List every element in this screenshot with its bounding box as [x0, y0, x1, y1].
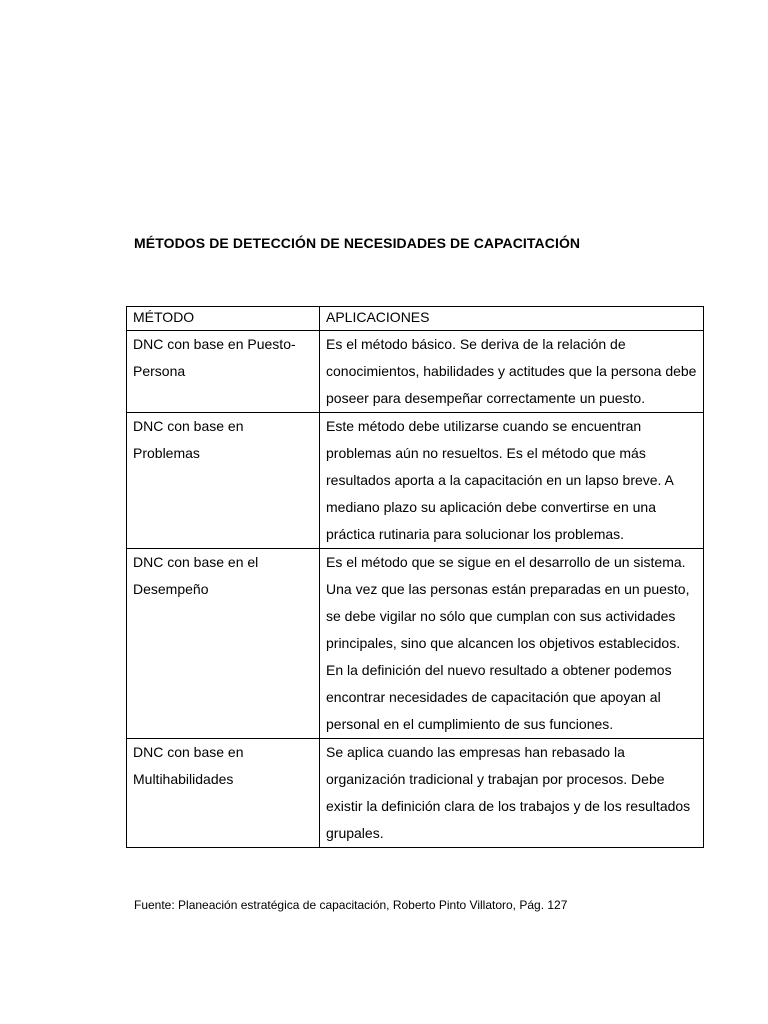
document-title: MÉTODOS DE DETECCIÓN DE NECESIDADES DE CAPACITACIÓN — [134, 235, 581, 251]
table-row — [127, 549, 704, 739]
application-cell: Es el método que se sigue en el desarrollo de un sistema. Una vez que las personas están preparadas en un puesto, se debe vigilar no sólo que cumplan con sus actividades principales, sino que alcancen los objetivos establecidos. En la definición del nuevo resultado a obtener podemos encontrar necesidades de capacitación que apoyan al personal en el cumplimiento de sus funciones. — [320, 549, 704, 739]
methods-table — [126, 306, 704, 848]
source-note: Fuente: Planeación estratégica de capacitación, Roberto Pinto Villatoro, Pág. 127 — [134, 898, 568, 912]
application-cell: Es el método básico. Se deriva de la relación de conocimientos, habilidades y actitudes que la persona debe poseer para desempeñar correctamente un puesto. — [320, 331, 704, 413]
method-cell: DNC con base en Problemas — [127, 413, 320, 549]
application-cell: Este método debe utilizarse cuando se encuentran problemas aún no resueltos. Es el método que más resultados aporta a la capacitación en un lapso breve. A mediano plazo su aplicación debe convertirse en una práctica rutinaria para solucionar los problemas. — [320, 413, 704, 549]
table-row — [127, 413, 704, 549]
header-applications: APLICACIONES — [320, 307, 704, 331]
application-cell: Se aplica cuando las empresas han rebasado la organización tradicional y trabajan por procesos. Debe existir la definición clara de los trabajos y de los resultados grupales. — [320, 739, 704, 848]
table-header-row — [127, 307, 704, 331]
method-cell: DNC con base en Puesto-Persona — [127, 331, 320, 413]
header-method: MÉTODO — [127, 307, 320, 331]
table-row — [127, 739, 704, 848]
method-cell: DNC con base en el Desempeño — [127, 549, 320, 739]
method-cell: DNC con base en Multihabilidades — [127, 739, 320, 848]
table-row — [127, 331, 704, 413]
